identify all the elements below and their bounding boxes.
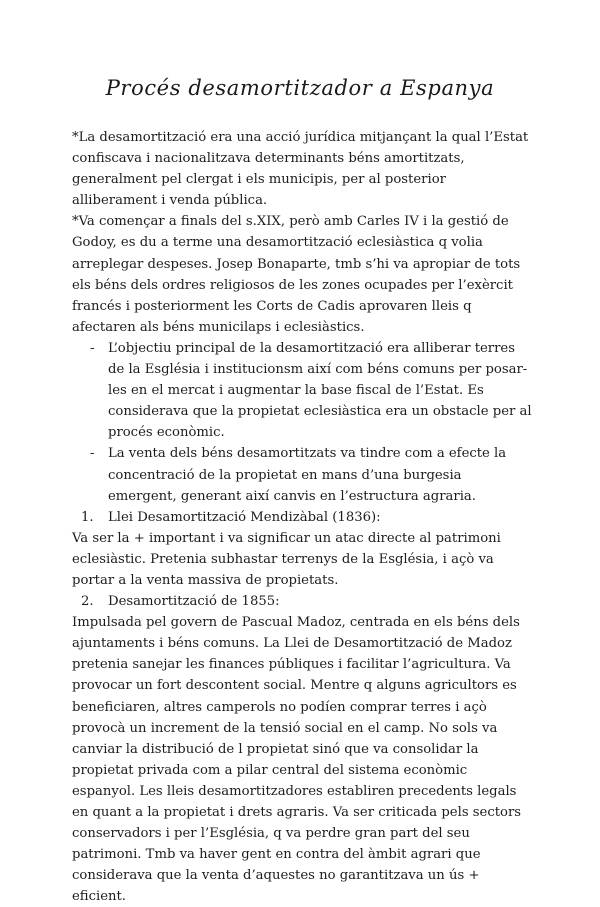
section-heading-mendizabal xyxy=(72,507,534,528)
list-item xyxy=(72,338,534,443)
bullet-text: L’objectiu principal de la desamortització era alliberar terres de la Església i institucionsm així com béns comuns per posar-les en el mercat i augmentar la base fiscal de l’Estat. Es considerava que la propietat eclesiàstica era un obstacle per al procés econòmic. xyxy=(108,340,532,441)
intro-paragraph: *Va començar a finals del s.XIX, però amb Carles IV i la gestió de Godoy, es du a terme una desamortització eclesiàstica q volia arreplegar despeses. Josep Bonaparte, tmb s’hi va apropiar de tots els béns dels ordres religiosos de les zones ocupades per l’exèrcit francés i posteriorment les Corts de Cadis aprovaren lleis q afectaren als béns municilaps i eclesiàstics. xyxy=(72,214,521,335)
section-heading-text: Desamortització de 1855: xyxy=(108,594,280,610)
bullet-list xyxy=(72,338,534,507)
page-title: Procés desamortitzador a Espanya xyxy=(105,76,495,100)
section-number: 2. xyxy=(81,594,94,610)
section-heading-1855 xyxy=(72,591,534,612)
bullet-dash: - xyxy=(90,340,95,356)
intro-paragraph: *La desamortització era una acció jurídica mitjançant la qual l’Estat confiscava i nacionalitzava determinants béns amortitzats, generalment pel clergat i els municipis, per al posterior alliberament i venda pública. xyxy=(72,130,529,209)
document-body xyxy=(72,127,534,907)
section-heading-text: Llei Desamortització Mendizàbal (1836): xyxy=(108,509,381,525)
bullet-dash: - xyxy=(90,446,95,462)
section-number: 1. xyxy=(81,509,94,525)
bullet-text: La venta dels béns desamortitzats va tindre com a efecte la concentració de la propietat en mans d’una burgesia emergent, generant així canvis en l’estructura agraria. xyxy=(108,446,507,504)
section-paragraph: Va ser la + important i va significar un atac directe al patrimoni eclesiàstic. Pretenia subhastar terrenys de la Església, i açò va portar a la venta massiva de propietats. xyxy=(72,530,501,588)
section-paragraph: Impulsada pel govern de Pascual Madoz, centrada en els béns dels ajuntaments i béns comuns. La Llei de Desamortització de Madoz pretenia sanejar les finances públiques i facilitar l’agricultura. Va provocar un fort descontent social. Mentre q alguns agricultors es beneficiaren, altres camperols no podíen comprar terres i açò provocà un increment de la tensió social en el camp. No sols va canviar la distribució de l propietat sinó que va consolidar la propietat privada com a pilar central del sistema econòmic espanyol. Les lleis desamortitzadores establiren precedents legals en quant a la propietat i drets agraris. Va ser criticada pels sectors conservadors i per l’Església, q va perdre gran part del seu patrimoni. Tmb va haver gent en contra del àmbit agrari que considerava que la venta d’aquestes no garantitzava un ús + eficient. xyxy=(72,615,522,905)
list-item xyxy=(72,443,534,506)
